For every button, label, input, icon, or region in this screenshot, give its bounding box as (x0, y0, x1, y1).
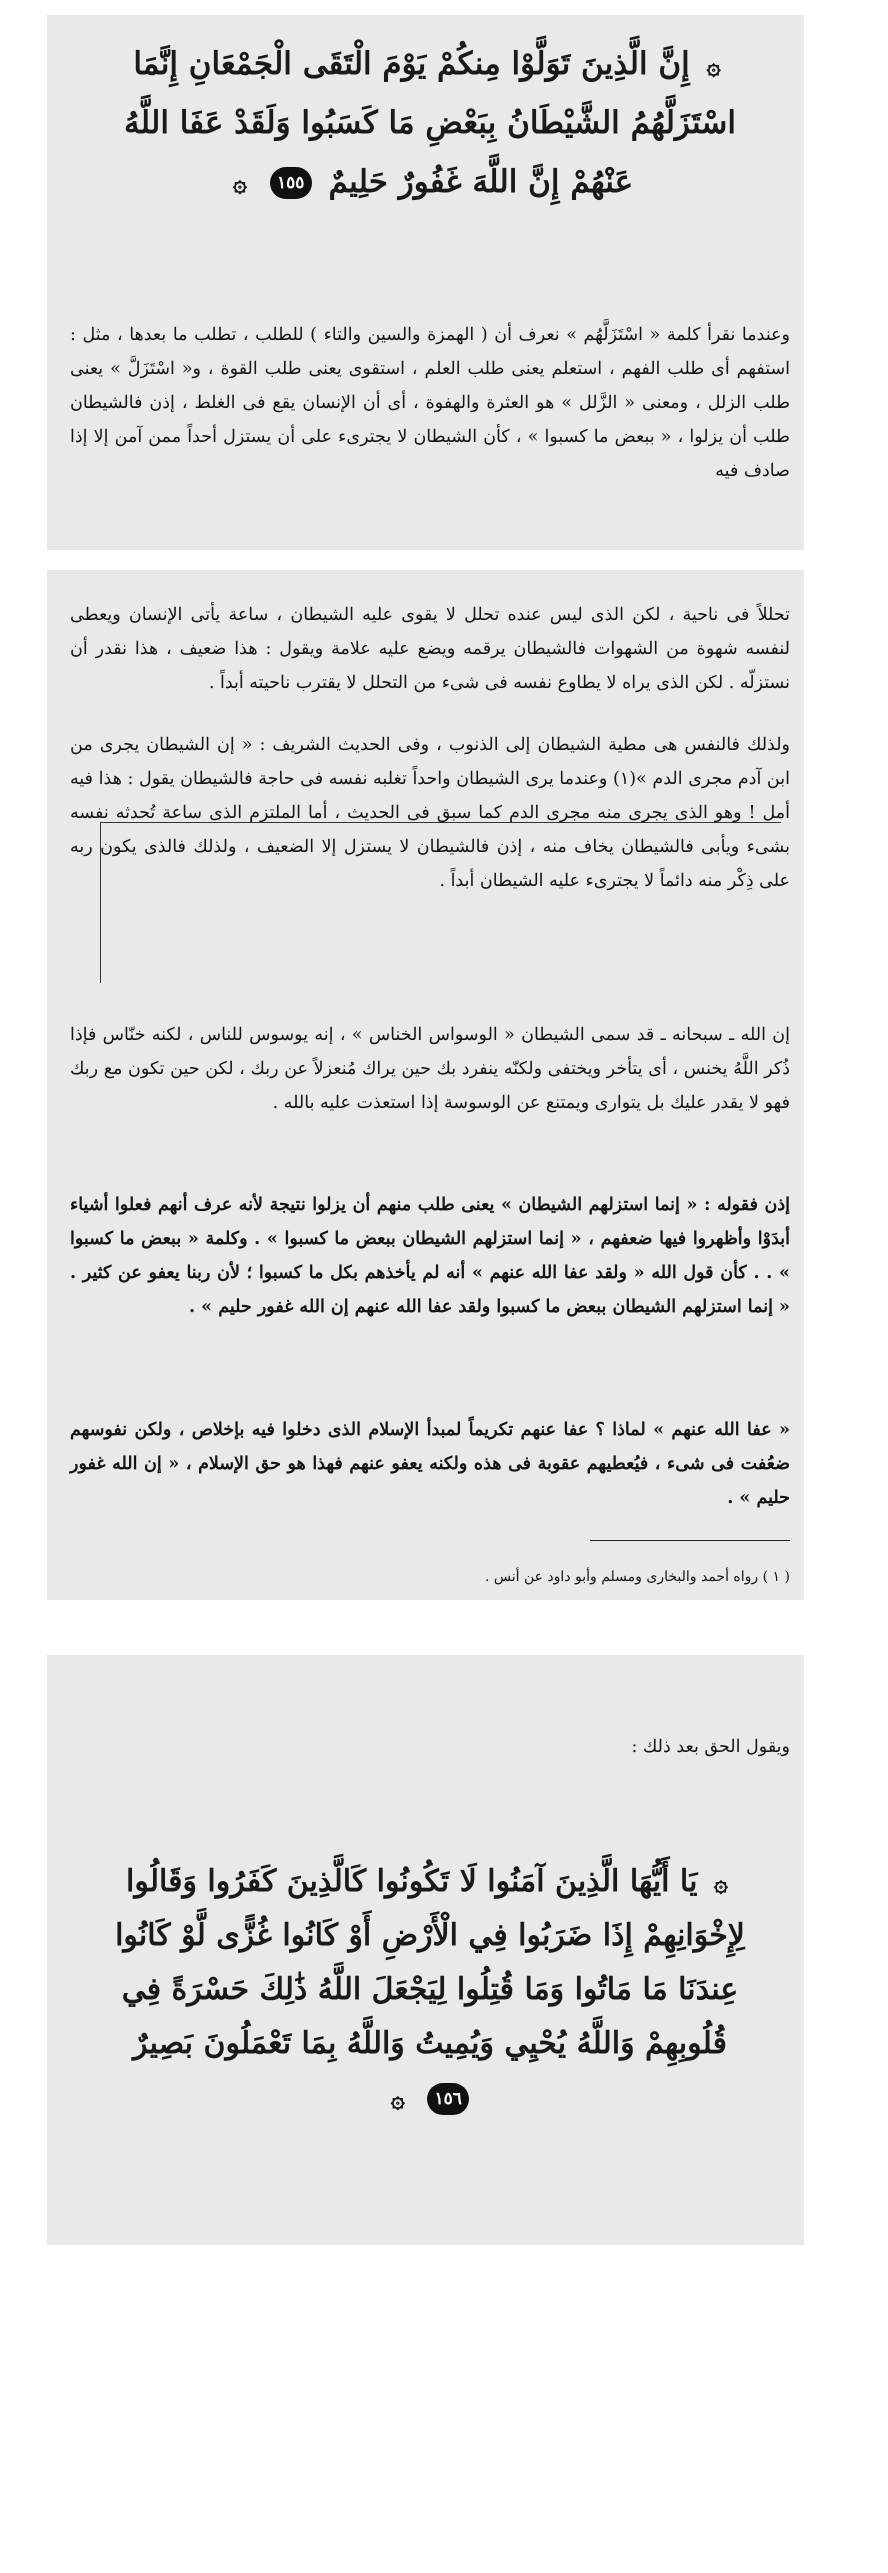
verse-number-badge: ١٥٥ (270, 167, 312, 199)
verse-text: يَا أَيُّهَا الَّذِينَ آمَنُوا لَا تَكُونُوا كَالَّذِينَ كَفَرُوا وَقَالُوا لِإِخْوَانِهِمْ إِذَا ضَرَبُوا فِي الْأَرْضِ أَوْ كَانُوا غُزًّى لَّوْ كَانُوا عِندَنَا مَا مَاتُوا وَمَا قُتِلُوا لِيَجْعَلَ اللَّهُ ذَٰلِكَ حَسْرَةً فِي قُلُوبِهِمْ وَاللَّهُ يُحْيِي وَيُمِيتُ وَاللَّهُ بِمَا تَعْمَلُونَ بَصِيرٌ (115, 1864, 745, 2061)
commentary-paragraph-2: تحللاً فى ناحية ، لكن الذى ليس عنده تحلل لا يقوى عليه الشيطان ، ساعة يأتى الإنسان ويعطى لنفسه شهوة من الشهوات فالشيطان يرقمه ويضع عليه علامة ويقول : هذا ضعيف ، هذا نقدر أن نستزلّه . لكن الذى يراه لا يطاوع نفسه فى شىء من التحلل لا يقترب ناحيته أبداً . (70, 604, 790, 693)
verse-number-badge: ١٥٦ (427, 2083, 469, 2115)
commentary-paragraph-3: ولذلك فالنفس هى مطية الشيطان إلى الذنوب ، وفى الحديث الشريف : « إن الشيطان يجرى من ابن آدم مجرى الدم »(١) وعندما يرى الشيطان واحداً تغلبه نفسه فى حاجة فالشيطان يقول : هذا فيه أمل ! وهو الذى يجرى منه مجرى الدم كما سبق فى الحديث ، أما الملتزم الذى ساعة تُحدثه نفسه بشىء ويأبى فالشيطان يخاف منه ، إذن فالشيطان لا يستزل إلا الضعيف ، ولذلك فالذى يكون ربه على ذِكْر منه دائماً لا يجترىء عليه الشيطان أبداً . (70, 734, 790, 891)
quran-verse-156 (110, 1855, 750, 2125)
footnote: ( ١ ) رواه أحمد والبخارى ومسلم وأبو داود عن أنس . (484, 1569, 790, 1585)
verse-ornament-icon: ۞ (713, 1868, 728, 1898)
verse-text: إِنَّ الَّذِينَ تَوَلَّوْا مِنكُمْ يَوْمَ الْتَقَى الْجَمْعَانِ إِنَّمَا اسْتَزَلَّهُمُ الشَّيْطَانُ بِبَعْضِ مَا كَسَبُوا وَلَقَدْ عَفَا اللَّهُ عَنْهُمْ إِنَّ اللَّهَ غَفُورٌ حَلِيمٌ (124, 46, 736, 200)
quran-verse-155 (110, 35, 750, 212)
commentary-paragraph-6: « عفا الله عنهم » لماذا ؟ عفا عنهم تكريماً لمبدأ الإسلام الذى دخلوا فيه بإخلاص ، ولكن نفوسهم ضعُفت فى شىء ، فيُعطيهم عقوبة فى هذه ولكنه يعفو عنهم فهذا هو حق الإسلام ، « إن الله غفور حليم » . (70, 1419, 790, 1508)
verse-ornament-icon: ۞ (390, 2084, 405, 2114)
footnote-divider (590, 1540, 790, 1541)
verse-ornament-icon: ۞ (232, 168, 247, 198)
commentary-paragraph-4: إن الله ـ سبحانه ـ قد سمى الشيطان « الوسواس الخناس » ، إنه يوسوس للناس ، لكنه خنّاس فإذا ذُكر اللَّهُ يخنس ، أى يتأخر ويختفى ولكنّه ينفرد بك حين يراك مُنعزلاً عن ربك ، لكن حين تكون مع ربك فهو لا يقدر عليك بل يتوارى ويمتنع عن الوسوسة إذا استعذت عليه بالله . (70, 1024, 790, 1113)
verse-ornament-icon: ۞ (706, 50, 721, 80)
commentary-paragraph-1: وعندما نقرأ كلمة « اسْتَزَلَّهُم » نعرف أن ( الهمزة والسين والتاء ) للطلب ، تطلب ما بعدها ، مثل : استفهم أى طلب الفهم ، استعلم يعنى طلب العلم ، استقوى يعنى طلب القوة ، و« اسْتَزَلَّ » يعنى طلب الزلل ، ومعنى « الزَّلل » هو العثرة والهفوة ، أى أن الإنسان يقع فى الغلط ، إذن فالشيطان طلب أن يزلوا ، « ببعض ما كسبوا » ، كأن الشيطان لا يجترىء على أن يستزل أحداً ممن آمن إلا إذا صادف فيه (70, 324, 790, 481)
commentary-paragraph-5: إذن فقوله : « إنما استزلهم الشيطان » يعنى طلب منهم أن يزلوا نتيجة لأنه عرف أنهم فعلوا أشياء أبدَوْا وأظهروا فيها ضعفهم ، « إنما استزلهم الشيطان ببعض ما كسبوا » . وكلمة « ببعض ما كسبوا » . . كأن قول الله « ولقد عفا الله عنهم » أنه لم يأخذهم بكل ما كسبوا ؛ لأن ربنا يعفو عن كثير . « إنما استزلهم الشيطان ببعض ما كسبوا ولقد عفا الله عنهم إن الله غفور حليم » . (70, 1194, 790, 1317)
verse-intro-line: ويقول الحق بعد ذلك : (631, 1736, 790, 1757)
